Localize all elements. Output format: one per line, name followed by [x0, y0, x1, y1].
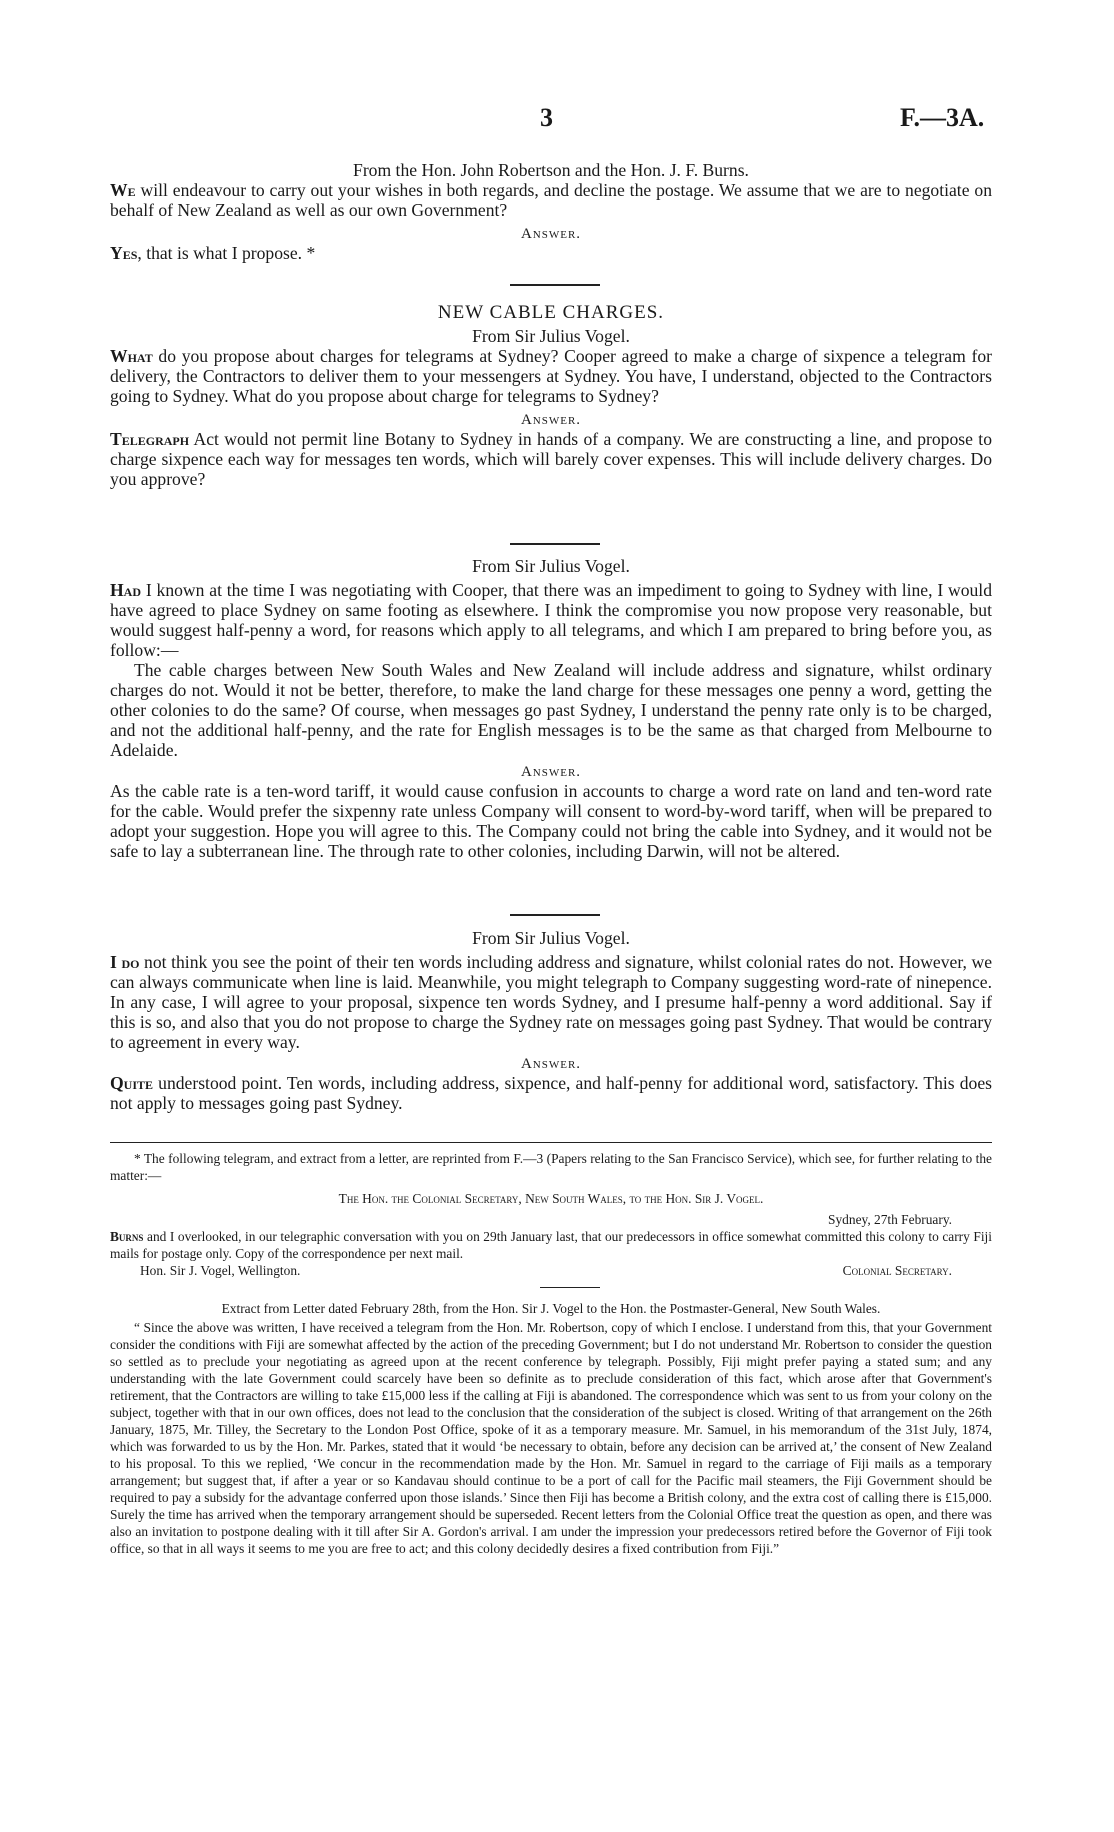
footnote-intro: * The following telegram, and extract from a letter, are reprinted from F.—3 (Papers relating to the San Francisco Service), which see, for further relating to the matter:—: [110, 1151, 992, 1183]
telegram-text: and I overlooked, in our telegraphic conversation with you on 29th January last, that our predecessors in office somewhat committed this colony to carry Fiji mails for postage only. Copy of the correspondence per next mail.: [110, 1229, 992, 1261]
section-new-cable-charges: [110, 302, 992, 489]
answer-text: understood point. Ten words, including address, sixpence, and half-penny for additional word, satisfactory. This does not apply to messages going past Sydney.: [110, 1073, 992, 1113]
footnote: [110, 1150, 992, 1279]
message-paragraph-2: The cable charges between New South Wales and New Zealand will include address and signature, whilst ordinary charges do not. Would it not be better, therefore, to make the land charge for these messages one penny a word, getting the other colonies to do the same? Of course, when messages go past Sydney, I understand the penny rate only is to be charged, and not the additional half-penny, and the rate for English messages is to be the same as that charged from Melbourne to Adelaide.: [110, 660, 992, 760]
message-text: I known at the time I was negotiating with Cooper, that there was an impediment to going to Sydney with line, I would have agreed to place Sydney on same footing as elsewhere. I think the compromise you now propose very reasonable, but would suggest half-penny a word, for reasons which apply to all telegrams, and which I am prepared to bring before you, as follow:—: [110, 580, 992, 660]
answer-paragraph: As the cable rate is a ten-word tariff, it would cause confusion in accounts to charge a word rate on land and ten-word rate for the cable. Would prefer the sixpenny rate unless Company will consent to word-by-word tariff, when will be prepared to adopt your suggestion. Hope you will agree to this. The Company could not bring the cable into Sydney, and it would not be safe to lay a subterranean line. The through rate to other colonies, including Darwin, will not be altered.: [110, 781, 992, 861]
document-reference: F.—3A.: [900, 103, 985, 132]
message-paragraph: [110, 180, 992, 220]
section-divider: [510, 284, 600, 286]
telegram-sign-row: [110, 1262, 992, 1279]
section-vogel-reply-2: [110, 928, 992, 1113]
lead-word: Quite: [110, 1073, 154, 1093]
section-divider: [510, 914, 600, 916]
page-number: 3: [540, 103, 553, 132]
letter-extract: [110, 1300, 992, 1557]
section-heading: NEW CABLE CHARGES.: [437, 302, 665, 323]
lead-word: Yes: [110, 243, 138, 263]
answer-text: Act would not permit line Botany to Sydney in hands of a company. We are constructing a line, and propose to charge sixpence each way for messages ten words, which will barely cover expenses. This will include delivery charges. Do you approve?: [110, 429, 992, 489]
answer-label: Answer.: [520, 764, 582, 780]
lead-word: What: [110, 346, 153, 366]
from-line: From the Hon. John Robertson and the Hon. J. F. Burns.: [353, 160, 749, 180]
answer-label: Answer.: [520, 1056, 582, 1072]
extract-heading: Extract from Letter dated February 28th, from the Hon. Sir J. Vogel to the Hon. the Postmaster-General, New South Wales.: [221, 1301, 881, 1316]
section-vogel-reply-1: [110, 556, 992, 861]
footnote-divider: [540, 1287, 600, 1288]
section-divider: [510, 543, 600, 545]
telegram-addressee: Hon. Sir J. Vogel, Wellington.: [140, 1263, 301, 1278]
telegram-signature: Colonial Secretary.: [842, 1263, 952, 1278]
answer-paragraph: [110, 1073, 992, 1113]
lead-word: I do: [110, 952, 140, 972]
telegram-body: [110, 1228, 992, 1262]
answer-label: Answer.: [520, 412, 582, 428]
lead-word: We: [110, 180, 136, 200]
answer-label: Answer.: [520, 226, 582, 242]
message-paragraph: [110, 580, 992, 660]
extract-text: “ Since the above was written, I have received a telegram from the Hon. Mr. Robertson, copy of which I enclose. I understand from this, that your Government consider the conditions with Fiji are somewhat affected by the action of the preceding Government; but I do not understand Mr. Robertson to consider the question so settled as to preclude your negotiating as agreed upon at the recent conference by telegraph. Possibly, Fiji might prefer paying a stated sum; and any understanding with the late Government could scarcely have been so definite as to preclude consideration of this fact, which arose after that Government's retirement, that the Contractors are willing to take £15,000 less if the calling at Fiji is abandoned. The correspondence which was sent to us from your colony on the subject, together with that in our own offices, does not lead to the conclusion that the consideration of the subject is closed. Writing of that arrangement on the 26th January, 1875, Mr. Tilley, the Secretary to the London Post Office, spoke of it as a temporary measure. Mr. Samuel, in his memorandum of the 31st July, 1874, which was forwarded to us by the Hon. Mr. Parkes, stated that it would ‘be necessary to obtain, before any decision can be arrived at,’ the consent of New Zealand to his proposal. To this we replied, ‘We concur in the recommendation made by the Hon. Mr. Samuel in regard to the carriage of Fiji mails as a temporary arrangement; but suggest that, if after a year or so Kandavau should continue to be a port of call for the Pacific mail steamers, the Fiji Government should be required to pay a subsidy for the advantage conferred upon those islands.’ Since then Fiji has become a British colony, and the extra cost of calling there is £15,000. Surely the time has arrived when the temporary arrangement should be superseded. Recent letters from the Colonial Office treat the question as open, and there was also an invitation to postpone dealing with it till after Sir A. Gordon's arrival. I am under the impression your predecessors retired before the Governor of Fiji took office, so that in all ways it seems to me you are free to act; and this colony decidedly desires a fixed contribution from Fiji.”: [110, 1320, 992, 1556]
answer-paragraph: [110, 243, 992, 263]
telegram-date: Sydney, 27th February.: [828, 1212, 952, 1227]
footnote-rule: [110, 1142, 992, 1143]
from-line: From Sir Julius Vogel.: [472, 556, 630, 576]
section-robertson-burns: [110, 160, 992, 263]
message-text: not think you see the point of their ten words including address and signature, whilst colonial rates do not. However, we can always communicate when line is laid. Meanwhile, you might telegraph to Company suggesting word-rate of ninepence. In any case, I will agree to your proposal, sixpence ten words Sydney, and I presume half-penny a word additional. Say if this is so, and also that you do not propose to charge the Sydney rate on messages going past Sydney. That would be contrary to agreement in every way.: [110, 952, 993, 1052]
from-line: From Sir Julius Vogel.: [472, 928, 630, 948]
answer-text: , that is what I propose. *: [137, 243, 316, 263]
message-paragraph: [110, 346, 992, 406]
message-text: do you propose about charges for telegrams at Sydney? Cooper agreed to make a charge of sixpence a telegram for delivery, the Contractors to deliver them to your messengers at Sydney. You have, I understand, objected to the Contractors going to Sydney. What do you propose about charge for telegrams to Sydney?: [110, 346, 992, 406]
lead-word: Telegraph: [110, 429, 190, 449]
message-paragraph: [110, 952, 992, 1052]
lead-word: Had: [110, 580, 142, 600]
message-text: will endeavour to carry out your wishes in both regards, and decline the postage. We assume that we are to negotiate on behalf of New Zealand as well as our own Government?: [110, 180, 992, 220]
telegram-heading: The Hon. the Colonial Secretary, New South Wales, to the Hon. Sir J. Vogel.: [338, 1191, 764, 1206]
from-line: From Sir Julius Vogel.: [472, 326, 630, 346]
lead-word: Burns: [110, 1229, 144, 1244]
answer-paragraph: [110, 429, 992, 489]
